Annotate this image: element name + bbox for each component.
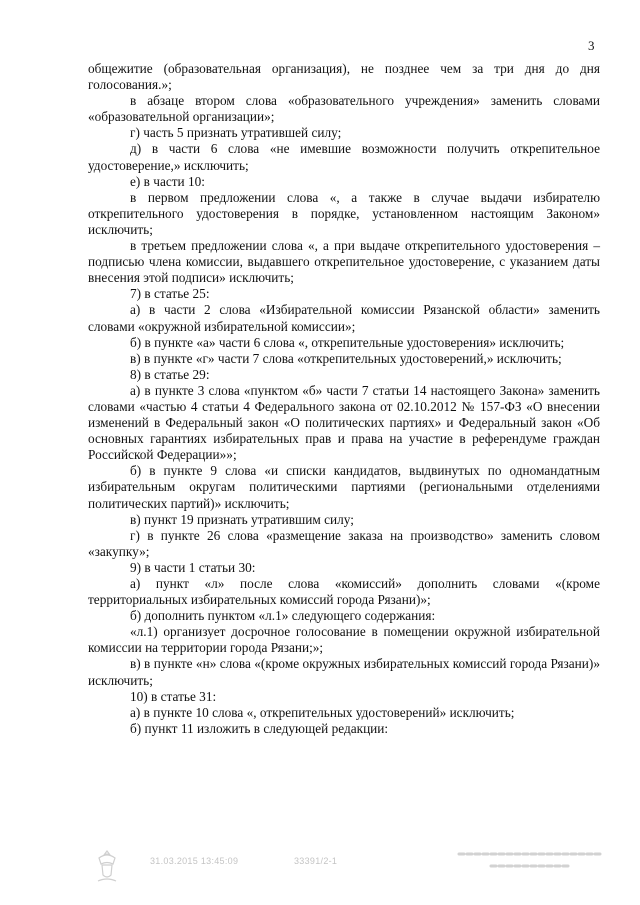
paragraph: г) часть 5 признать утратившей силу; bbox=[130, 125, 342, 141]
paragraph: а) в пункте 10 слова «, открепительных удостоверений» исключить; bbox=[130, 704, 515, 720]
paragraph: 10) в статье 31: bbox=[130, 688, 217, 704]
stamp-note-illegible bbox=[450, 848, 610, 875]
paragraph: е) в части 10: bbox=[130, 173, 205, 189]
document-body bbox=[88, 61, 600, 737]
document-footer-stamp bbox=[94, 848, 614, 888]
paragraph: г) в пункте 26 слова «размещение заказа на производство» заменить словом «закупку»; bbox=[88, 527, 600, 559]
paragraph: а) пункт «л» после слова «комиссий» дополнить словами «(кроме территориальных избирательных комиссий города Рязани)»; bbox=[88, 576, 600, 608]
paragraph: б) в пункте 9 слова «и списки кандидатов, выдвинутых по одномандатным избирательным округам политическими партиями (региональными отделениями политических партий)» исключить; bbox=[88, 463, 600, 511]
paragraph: б) пункт 11 изложить в следующей редакции: bbox=[130, 720, 389, 736]
paragraph: а) в пункте 3 слова «пунктом «б» части 7 статьи 14 настоящего Закона» заменить словами «частью 4 статьи 4 Федерального закона от 02.10.2012 № 157-ФЗ «О внесении изменений в Федеральный закон «О политических партиях» и Федеральный закон «Об основных гарантиях избирательных прав и права на участие в референдуме граждан Российской Федерации»»; bbox=[88, 382, 600, 463]
coat-of-arms-icon bbox=[94, 848, 120, 884]
paragraph: общежитие (образовательная организация), не позднее чем за три дня до дня голосования.»; bbox=[88, 61, 600, 93]
paragraph: б) дополнить пунктом «л.1» следующего содержания: bbox=[130, 608, 436, 624]
paragraph: в первом предложении слова «, а также в случае выдачи избирателю открепительного удостоверения в порядке, установленном настоящим Законом» исключить; bbox=[88, 189, 600, 237]
paragraph: в) пункт 19 признать утратившим силу; bbox=[130, 511, 354, 527]
paragraph: б) в пункте «а» части 6 слова «, открепительные удостоверения» исключить; bbox=[130, 334, 565, 350]
paragraph: 9) в части 1 статьи 30: bbox=[130, 559, 256, 575]
stamp-date: 31.03.2015 13:45:09 bbox=[150, 856, 239, 866]
paragraph: в третьем предложении слова «, а при выдаче открепительного удостоверения – подписью члена комиссии, выдавшего открепительное удостоверение, с указанием даты внесения этой подписи» исключить; bbox=[88, 238, 600, 286]
page-number: 3 bbox=[588, 38, 595, 53]
paragraph: в) в пункте «н» слова «(кроме окружных избирательных комиссий города Рязани)» исключить; bbox=[88, 656, 600, 688]
paragraph: в) в пункте «г» части 7 слова «открепительных удостоверений,» исключить; bbox=[130, 350, 562, 366]
paragraph: 8) в статье 29: bbox=[130, 366, 210, 382]
paragraph: «л.1) организует досрочное голосование в помещении окружной избирательной комиссии на территории города Рязани;»; bbox=[88, 624, 600, 656]
paragraph: а) в части 2 слова «Избирательной комиссии Рязанской области» заменить словами «окружной избирательной комиссии»; bbox=[88, 302, 600, 334]
paragraph: 7) в статье 25: bbox=[130, 286, 210, 302]
stamp-id: 33391/2-1 bbox=[294, 856, 338, 866]
paragraph: д) в части 6 слова «не имевшие возможности получить открепительное удостоверение,» исключить; bbox=[88, 141, 600, 173]
paragraph: в абзаце втором слова «образовательного учреждения» заменить словами «образовательной организации»; bbox=[88, 93, 600, 125]
